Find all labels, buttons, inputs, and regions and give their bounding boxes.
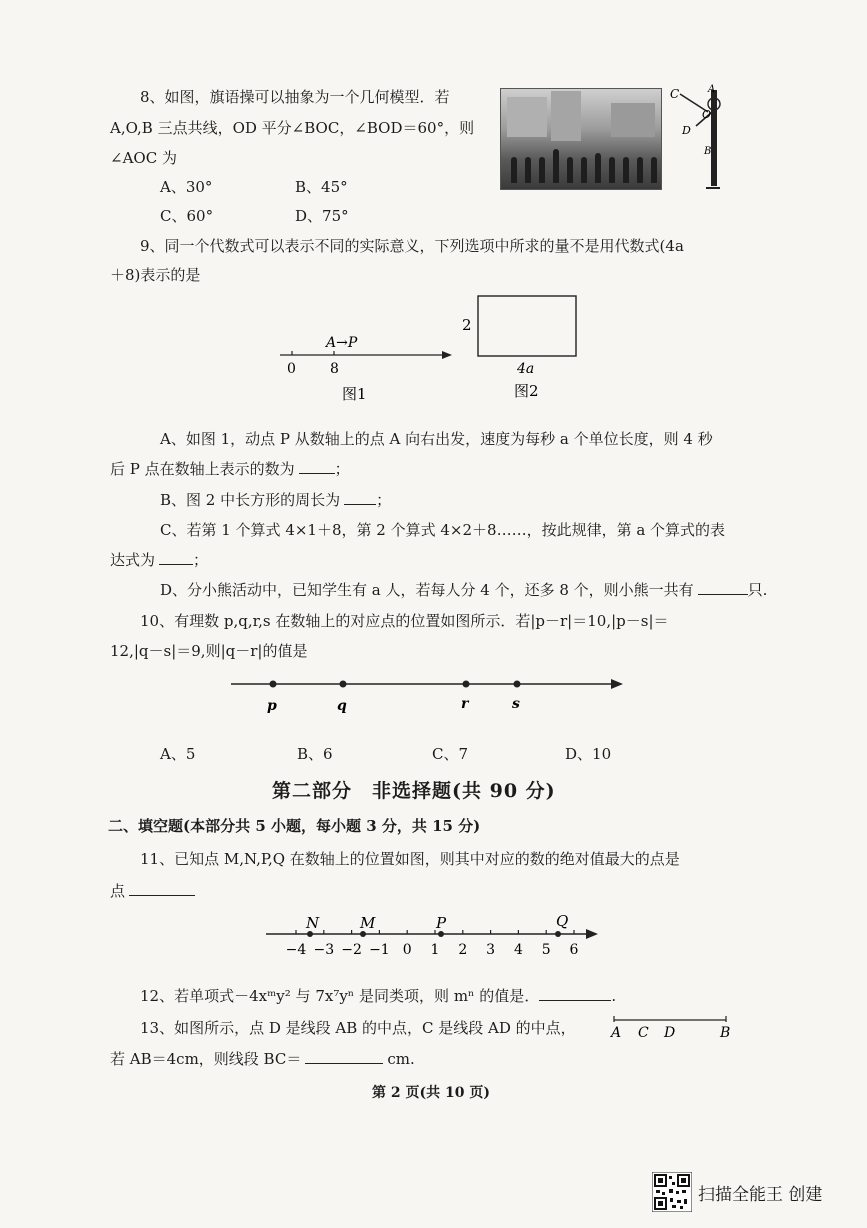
q9-figure1-number-line bbox=[270, 325, 460, 405]
q13-label-d: D bbox=[664, 1025, 676, 1041]
q9-fig2-side: 2 bbox=[462, 316, 472, 334]
q11-label-n: N bbox=[306, 914, 320, 932]
q8-geometry-figure bbox=[666, 82, 726, 196]
q11-tick-label: −3 bbox=[313, 942, 335, 958]
q8-label-d: D bbox=[682, 124, 691, 137]
q11-tick-label: −2 bbox=[341, 942, 362, 958]
q8-option-c: C、60° bbox=[160, 207, 214, 225]
q10-point-r bbox=[463, 681, 470, 688]
q9-fig1-caption: 图1 bbox=[342, 385, 367, 403]
q9-figure2-rectangle bbox=[460, 290, 590, 402]
q13-label-c: C bbox=[638, 1025, 649, 1041]
q10-option-b: B、6 bbox=[297, 745, 333, 763]
q9-option-a-line1: A、如图 1，动点 P 从数轴上的点 A 向右出发，速度为每秒 a 个单位长度，则 4 秒 bbox=[160, 430, 713, 448]
q10-label-p: p bbox=[267, 698, 277, 714]
q11-tick-label: −4 bbox=[285, 942, 307, 958]
q9-option-b: B、图 2 中长方形的周长为 ； bbox=[160, 491, 392, 509]
scanner-brand-label: 扫描全能王 创建 bbox=[698, 1185, 823, 1205]
q12-line: 12、若单项式－4xᵐy² 与 7x⁷yⁿ 是同类项，则 mⁿ 的值是． . bbox=[140, 987, 617, 1005]
q8-line2: A,O,B 三点共线，OD 平分∠BOC，∠BOD＝60°，则 bbox=[110, 119, 475, 137]
q9-fig1-ap: A→P bbox=[326, 335, 358, 351]
part2-title: 第二部分 非选择题(共 90 分) bbox=[272, 780, 556, 802]
q10-option-c: C、7 bbox=[432, 745, 469, 763]
q11-tick-label: 1 bbox=[430, 942, 440, 958]
q11-line1: 11、已知点 M,N,P,Q 在数轴上的位置如图，则其中对应的数的绝对值最大的点是 bbox=[140, 850, 680, 868]
q11-tick-label: 2 bbox=[458, 942, 468, 958]
q11-answer-blank[interactable] bbox=[129, 881, 195, 896]
q8-label-b: B bbox=[704, 146, 712, 157]
q13-label-b: B bbox=[720, 1025, 731, 1041]
q11-tick-label: 4 bbox=[513, 942, 523, 958]
q13-line2: 若 AB＝4cm，则线段 BC＝ cm. bbox=[110, 1050, 415, 1068]
q8-label-o: O bbox=[702, 108, 712, 121]
q9-option-c-line2: 达式为 ； bbox=[110, 551, 209, 569]
q11-tick-label: 3 bbox=[486, 942, 496, 958]
q9-fig2-caption: 图2 bbox=[514, 382, 539, 400]
q11-line2: 点 bbox=[110, 880, 195, 901]
q10-line1: 10、有理数 p,q,r,s 在数轴上的对应点的位置如图所示．若|p－r|＝10,|p－s|＝ bbox=[140, 612, 669, 630]
q9-line1: 9、同一个代数式可以表示不同的实际意义，下列选项中所求的量不是用代数式(4a bbox=[140, 237, 684, 255]
q13-line1: 13、如图所示，点 D 是线段 AB 的中点，C 是线段 AD 的中点， bbox=[140, 1019, 576, 1037]
q10-option-a: A、5 bbox=[160, 745, 196, 763]
q10-label-r: r bbox=[461, 696, 469, 712]
q11-tick-label: −1 bbox=[369, 942, 390, 958]
q9-c-answer-blank[interactable] bbox=[159, 550, 193, 565]
q12-answer-blank[interactable] bbox=[539, 986, 611, 1001]
q8-line1: 8、如图，旗语操可以抽象为一个几何模型．若 bbox=[140, 88, 450, 106]
q11-tick-label: 0 bbox=[402, 942, 412, 958]
q11-number-line bbox=[260, 908, 605, 960]
q10-label-q: q bbox=[337, 698, 347, 714]
q8-line3: ∠AOC 为 bbox=[110, 149, 177, 167]
qr-code-icon bbox=[652, 1172, 692, 1212]
q8-option-d: D、75° bbox=[295, 207, 349, 225]
q8-option-a: A、30° bbox=[160, 178, 213, 196]
q9-option-c-line1: C、若第 1 个算式 4×1＋8，第 2 个算式 4×2＋8……，按此规律，第 a 个算式的表 bbox=[160, 521, 726, 539]
q13-answer-blank[interactable] bbox=[305, 1049, 383, 1064]
q11-label-m: M bbox=[360, 914, 376, 932]
q10-point-q bbox=[340, 681, 347, 688]
q10-number-line bbox=[225, 670, 635, 720]
q8-label-c: C bbox=[670, 87, 680, 101]
q10-line2: 12,|q－s|＝9,则|q－r|的值是 bbox=[110, 642, 308, 660]
q9-a-answer-blank[interactable] bbox=[299, 459, 335, 474]
q8-option-b: B、45° bbox=[295, 178, 348, 196]
q11-point-q bbox=[555, 931, 561, 937]
q10-point-p bbox=[270, 681, 277, 688]
flag-exercise-photo bbox=[500, 88, 662, 190]
q9-b-answer-blank[interactable] bbox=[344, 490, 376, 505]
q10-option-d: D、10 bbox=[565, 745, 612, 763]
q11-label-q: Q bbox=[556, 912, 569, 930]
q9-d-answer-blank[interactable] bbox=[698, 580, 748, 595]
q9-fig1-eight: 8 bbox=[330, 361, 339, 377]
q10-point-s bbox=[514, 681, 521, 688]
q11-tick-label: 5 bbox=[541, 942, 551, 958]
q9-fig1-zero: 0 bbox=[287, 361, 296, 377]
q11-label-p: P bbox=[436, 914, 447, 932]
q13-segment-figure bbox=[608, 1010, 738, 1042]
q13-label-a: A bbox=[611, 1025, 622, 1041]
q9-option-d: D、分小熊活动中，已知学生有 a 人，若每人分 4 个，还多 8 个，则小熊一共有 只. bbox=[160, 581, 768, 599]
fill-in-section-heading: 二、填空题(本部分共 5 小题，每小题 3 分，共 15 分) bbox=[108, 817, 481, 835]
q8-label-a: A bbox=[708, 84, 716, 95]
q10-label-s: s bbox=[512, 696, 520, 712]
q9-line2: ＋8)表示的是 bbox=[110, 266, 201, 284]
page-number: 第 2 页(共 10 页) bbox=[372, 1085, 490, 1101]
q9-fig2-bottom: 4a bbox=[517, 361, 535, 377]
q11-tick-label: 6 bbox=[569, 942, 579, 958]
q9-option-a-line2: 后 P 点在数轴上表示的数为 ； bbox=[110, 460, 350, 478]
